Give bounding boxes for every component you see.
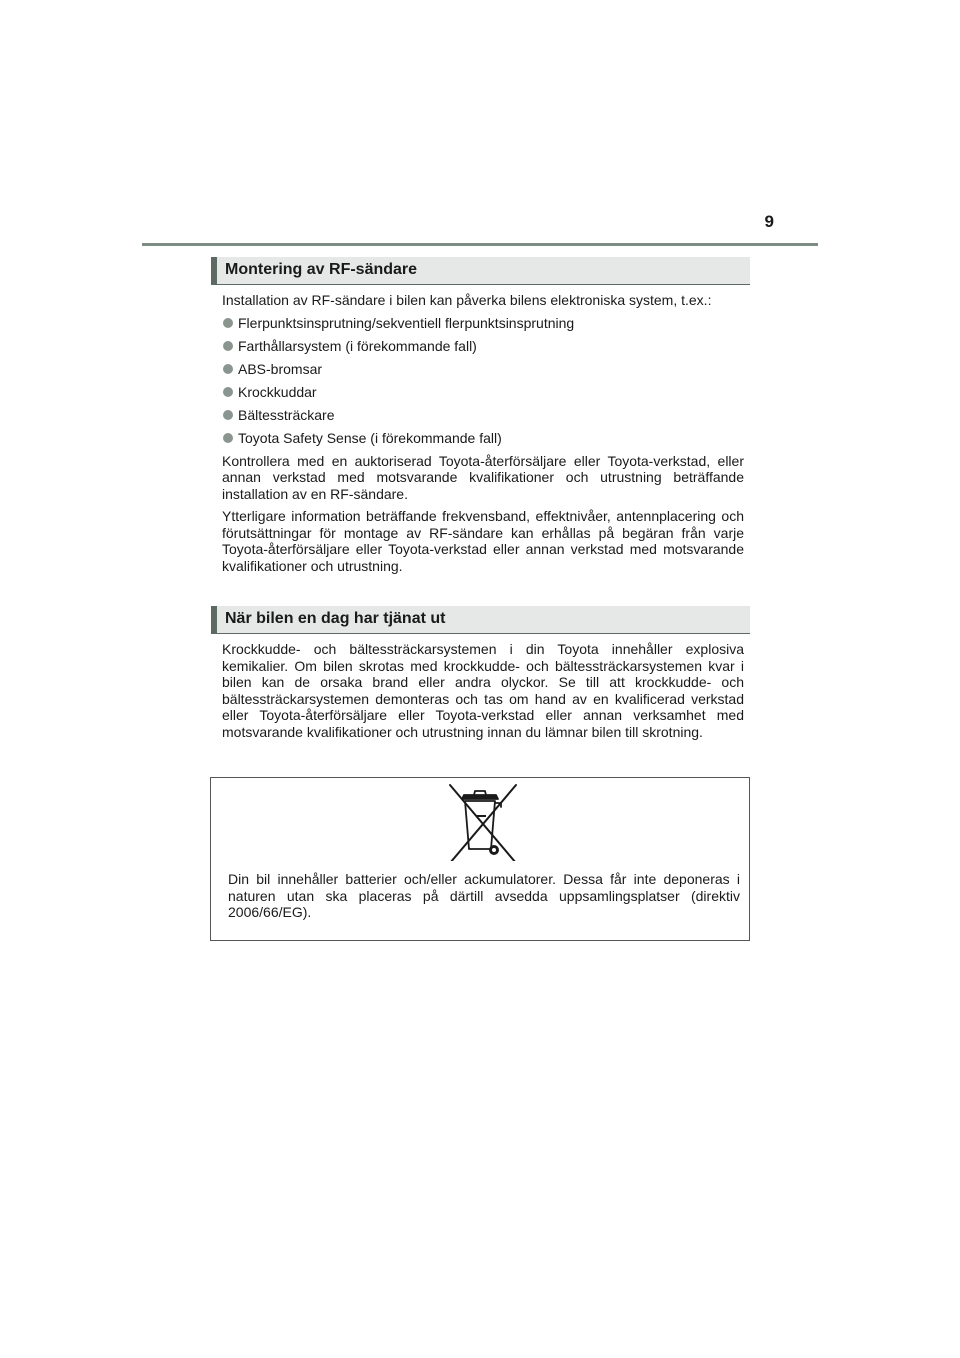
- bullet-icon: [223, 387, 233, 397]
- section-end-of-life-content: [222, 641, 744, 746]
- section-header-bar: [211, 606, 217, 633]
- section-header-end-of-life: [211, 606, 750, 634]
- list-item-text: Farthållarsystem (i förekommande fall): [238, 337, 477, 354]
- page-number: 9: [764, 212, 774, 231]
- battery-notice-text: Din bil innehåller batterier och/eller ackumulatorer. Dessa får inte deponeras i naturen utan ska placeras på därtill avsedda uppsamlingsplatser (direktiv 2006/66/EG).: [228, 871, 740, 920]
- bullet-icon: [223, 410, 233, 420]
- top-rule: [142, 243, 818, 246]
- list-item: [222, 430, 744, 447]
- bullet-icon: [223, 364, 233, 374]
- list-item-text: ABS-bromsar: [238, 360, 323, 377]
- list-item: [222, 338, 744, 355]
- section-title: Montering av RF-sändare: [225, 261, 418, 278]
- list-item-text: Flerpunktsinsprutning/sekventiell flerpunktsinsprutning: [238, 314, 575, 331]
- list-item: [222, 361, 744, 378]
- bullet-icon: [223, 318, 233, 328]
- list-item: [222, 407, 744, 424]
- list-item-text: Bältessträckare: [238, 406, 335, 423]
- bullet-icon: [223, 341, 233, 351]
- bullet-icon: [223, 433, 233, 443]
- list-item-text: Toyota Safety Sense (i förekommande fall): [238, 429, 502, 446]
- section-header-bar: [211, 257, 217, 284]
- list-item: [222, 384, 744, 401]
- paragraph: Kontrollera med en auktoriserad Toyota-återförsäljare eller Toyota-verkstad, eller annan verkstad med motsvarande kvalifikationer och utrustning beträffande installation av en RF-sändare.: [222, 452, 744, 502]
- list-item-text: Krockkuddar: [238, 383, 317, 400]
- paragraph: Ytterligare information beträffande frekvensband, effektnivåer, antennplacering och förutsättningar för montage av RF-sändare kan erhållas på begäran från varje Toyota-återförsäljare eller Toyota-verkstad eller annan verkstad med motsvarande kvalifikationer och utrustning.: [222, 508, 744, 574]
- battery-disposal-notice: [210, 777, 750, 941]
- section-header-rf-transmitter: [211, 257, 750, 285]
- section-intro: Installation av RF-sändare i bilen kan påverka bilens elektroniska system, t.ex.:: [222, 292, 712, 308]
- section-rf-transmitter-content: [222, 292, 744, 580]
- section-title: När bilen en dag har tjänat ut: [225, 610, 446, 627]
- crossed-out-wheelie-bin-icon: [444, 781, 522, 861]
- paragraph: Krockkudde- och bältessträckarsystemen i din Toyota innehåller explosiva kemikalier. Om bilen skrotas med krockkudde- och bältessträckarsystemen kvar i bilen kan de orsaka brand eller andra olyckor. Se till att krockkudde- och bältessträckarsystemen demonteras och tas om hand av en kvalificerad verkstad eller Toyota-återförsäljare eller Toyota-verkstad eller annan verksamhet med motsvarande kvalifikationer och utrustning innan du lämnar bilen till skrotning.: [222, 641, 744, 740]
- list-item: [222, 315, 744, 332]
